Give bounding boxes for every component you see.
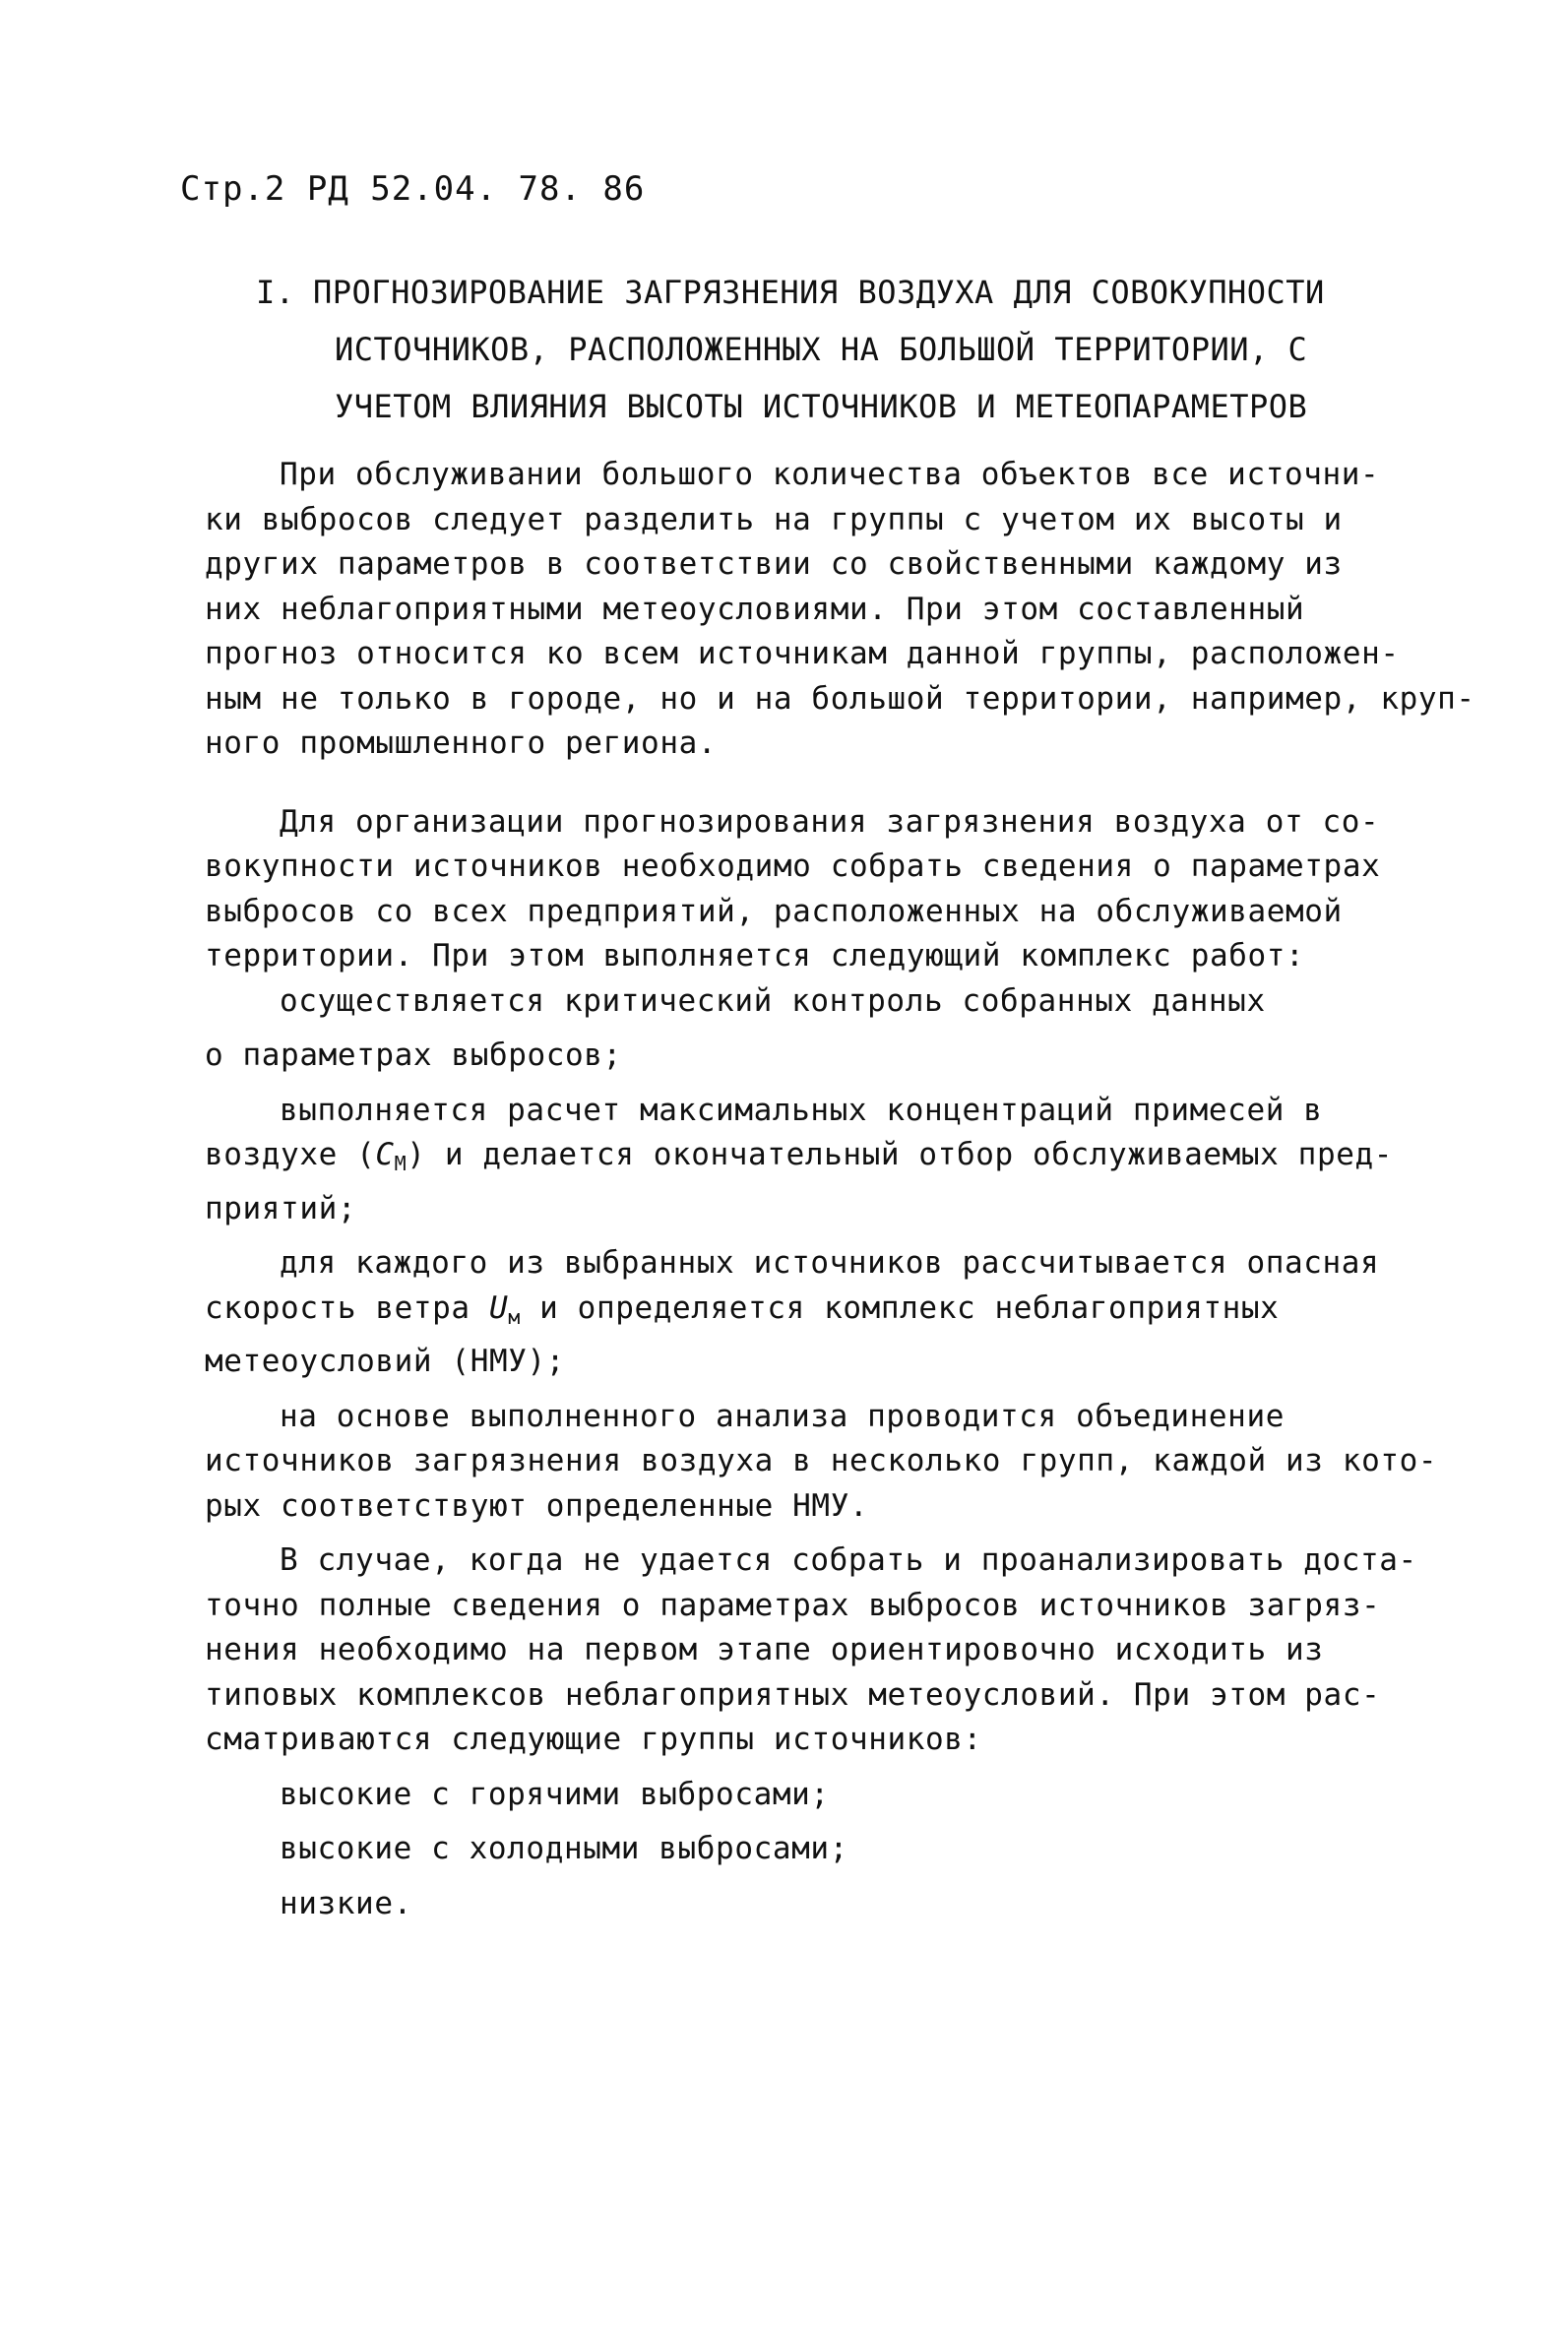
list-item: высокие с холодными выбросами; [280,1831,848,1866]
text-line: территории. При этом выполняется следующий комплекс работ: [205,938,1305,974]
text-line: скорость ветра $U_м$ и определяется комплекс неблагоприятных [205,1289,1280,1329]
text-line: о параметрах выбросов; [205,1037,622,1073]
text-line: Для организации прогнозирования загрязнения воздуха от со- [280,803,1380,840]
document-body [205,453,1484,1926]
text-line: При обслуживании большого количества объектов все источни- [280,457,1380,492]
text-line: воздухе $(С_М)$ и делается окончательный отбор обслуживаемых пред- [205,1137,1394,1175]
text-line: сматриваются следующие группы источников: [205,1722,982,1757]
wind-speed-symbol: U [488,1289,509,1326]
paragraph-3 [205,1539,1484,1763]
text-line: ным не только в городе, но и на большой территории, например, круп- [205,680,1475,717]
text-line: нения необходимо на первом этапе ориентировочно исходить из [205,1632,1324,1667]
section-title [256,264,1417,435]
text-line: ного промышленного региона. [205,725,718,761]
text-line: В случае, когда не удается собрать и проанализировать доста- [280,1542,1417,1578]
text-line: других параметров в соответствии со свойственными каждому из [205,546,1343,582]
text-line: них неблагоприятными метеоусловиями. При этом составленный [205,591,1305,627]
section-number: I. [256,274,295,311]
text-line: осуществляется критический контроль собранных данных [280,982,1266,1019]
wind-speed-subscript: м [508,1304,521,1329]
paragraph-2 [205,800,1484,979]
section-title-line-1: I. ПРОГНОЗИРОВАНИЕ ЗАГРЯЗНЕНИЯ ВОЗДУХА ДЛЯ СОВОКУПНОСТИ [256,264,1417,321]
text-line: на основе выполненного анализа проводится объединение [280,1398,1285,1434]
concentration-symbol: С [375,1137,395,1172]
text-line: выбросов со всех предприятий, расположенных на обслуживаемой [205,893,1343,929]
text-line: метеоусловий (НМУ); [205,1344,566,1379]
page-reference: Стр.2 РД 52.04. 78. 86 [180,169,646,209]
text-line: точно полные сведения о параметрах выбросов источников загряз- [205,1587,1381,1623]
concentration-subscript: М [394,1152,408,1175]
list-item: высокие с горячими выбросами; [280,1776,830,1812]
list-item-2 [205,1089,1484,1232]
list-item-4 [205,1395,1484,1530]
text-line: типовых комплексов неблагоприятных метеоусловий. При этом рас- [205,1676,1381,1713]
list-item: низкие. [280,1885,412,1921]
text-line: источников загрязнения воздуха в несколько групп, каждой из кото- [205,1443,1438,1478]
text-line: вокупности источников необходимо собрать сведения о параметрах [205,848,1381,884]
list-item-3 [205,1241,1484,1385]
text-line: выполняется расчет максимальных концентраций примесей в [280,1092,1323,1128]
section-title-line-2: ИСТОЧНИКОВ, РАСПОЛОЖЕННЫХ НА БОЛЬШОЙ ТЕРРИТОРИИ, С [335,331,1308,368]
text-line: прогноз относится ко всем источникам данной группы, расположен- [205,636,1400,671]
text-line: ки выбросов следует разделить на группы с учетом их высоты и [205,501,1343,537]
list-item-1 [205,979,1484,1079]
text-line: приятий; [205,1190,357,1226]
text-line: для каждого из выбранных источников рассчитывается опасная [280,1245,1380,1281]
section-title-line-3: УЧЕТОМ ВЛИЯНИЯ ВЫСОТЫ ИСТОЧНИКОВ И МЕТЕОПАРАМЕТРОВ [335,388,1308,425]
source-groups-list [205,1773,1484,1927]
paragraph-1 [205,453,1484,767]
text-line: рых соответствуют определенные НМУ. [205,1487,869,1524]
